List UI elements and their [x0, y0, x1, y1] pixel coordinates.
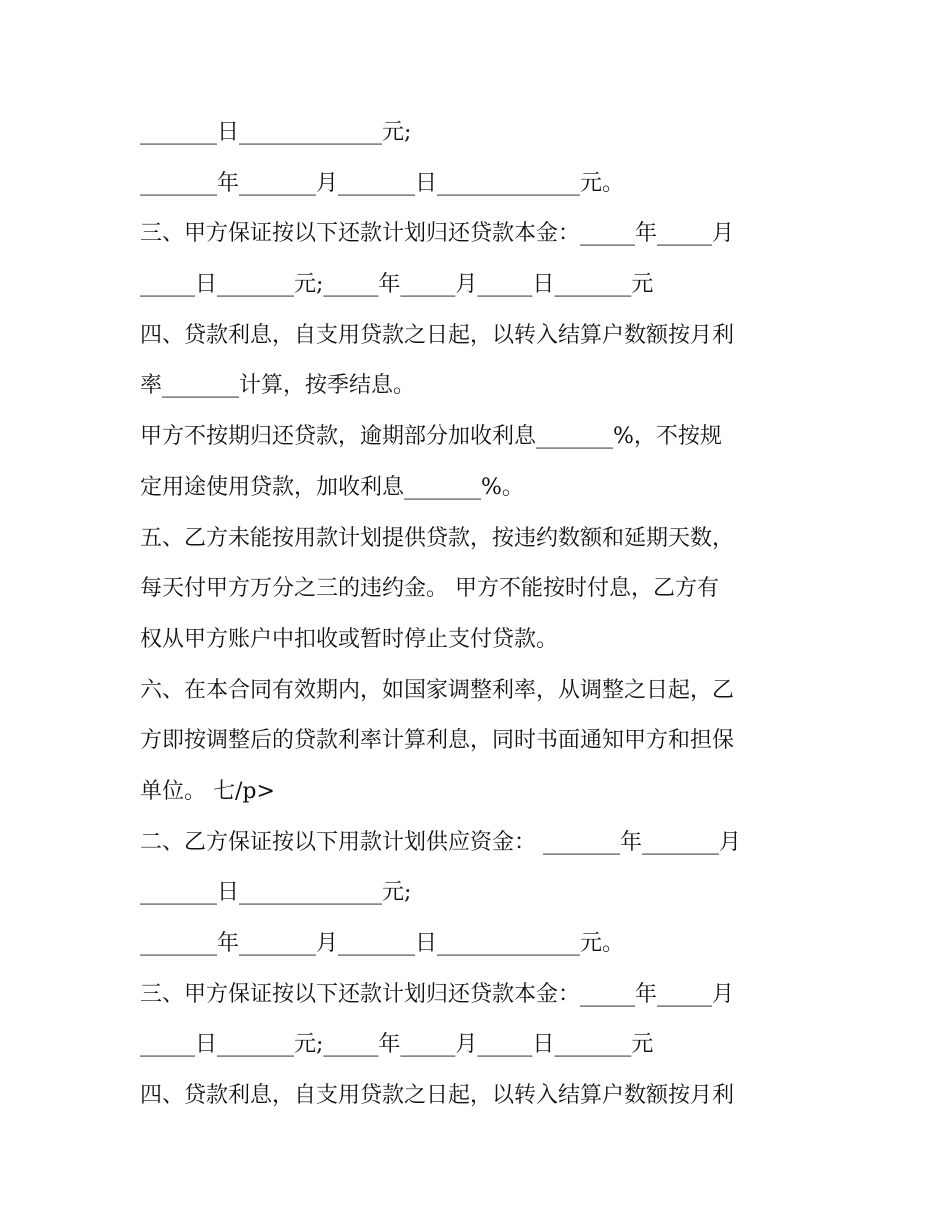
text-line: 率_______计算，按季结息。 [140, 373, 416, 399]
text-line: 三、甲方保证按以下还款计划归还贷款本金：_____年_____月 [140, 221, 735, 247]
document-page [140, 108, 830, 1122]
text-line: 五、乙方未能按用款计划提供贷款，按违约数额和延期天数， [140, 525, 735, 551]
text-line: 单位。 七/p> [140, 778, 275, 804]
text-line: _______年_______月_______日_____________元。 [140, 931, 625, 956]
text-line: 四、贷款利息，自支用贷款之日起，以转入结算户数额按月利 [140, 322, 735, 348]
text-line: _______日_____________元; [140, 880, 412, 906]
text-line: _______年_______月_______日_____________元。 [140, 170, 625, 196]
text-line: 定用途使用贷款，加收利息_______%。 [140, 474, 524, 500]
text-line: 甲方不按期归还贷款，逾期部分加收利息_______%，不按规 [140, 424, 722, 450]
text-line: 四、贷款利息，自支用贷款之日起，以转入结算户数额按月利 [140, 1083, 735, 1109]
text-line: 六、在本合同有效期内，如国家调整利率，从调整之日起，乙 [140, 677, 735, 703]
text-line: 三、甲方保证按以下还款计划归还贷款本金：_____年_____月 [140, 981, 735, 1007]
text-line: 二、乙方保证按以下用款计划供应资金： _______年_______月 [140, 829, 741, 855]
text-line: 权从甲方账户中扣收或暂时停止支付贷款。 [140, 626, 559, 652]
text-line: _____日_______元;_____年_____月_____日_______元 [140, 272, 654, 298]
text-line: _______日_____________元; [140, 120, 412, 145]
text-line: 每天付甲方万分之三的违约金。 甲方不能按时付息，乙方有 [140, 576, 719, 602]
text-line: 方即按调整后的贷款利率计算利息，同时书面通知甲方和担保 [140, 728, 735, 754]
text-line: _____日_______元;_____年_____月_____日_______元 [140, 1032, 654, 1058]
